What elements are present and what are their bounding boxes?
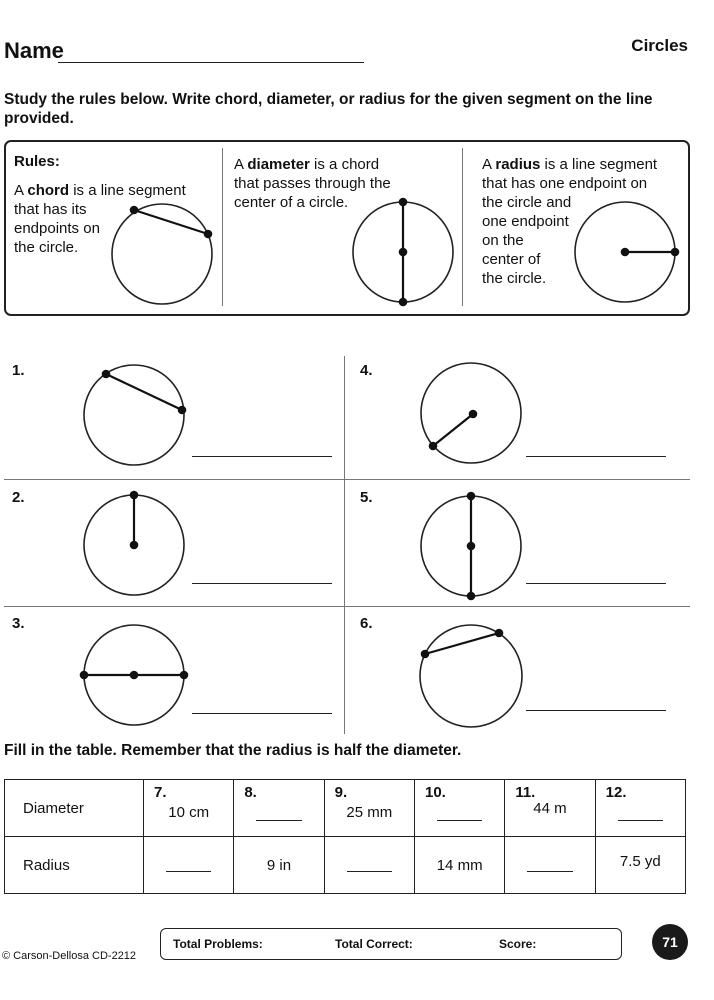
cell-10-radius-value: 14 mm [436, 857, 483, 874]
problem-2-center [130, 541, 139, 550]
problem-5-center [467, 542, 476, 551]
problem-4-segment [433, 414, 473, 446]
rule-chord-endpoint-2 [204, 230, 213, 239]
cell-10-radius [414, 837, 504, 894]
problem-1-endpoint-1 [102, 370, 111, 379]
problem-4-endpoint [429, 442, 438, 451]
problem-3-number: 3. [12, 615, 25, 632]
col-12-number: 12. [605, 784, 627, 801]
problem-3-endpoint-2 [180, 671, 189, 680]
problem-6-endpoint-1 [421, 650, 430, 659]
rule-radius-term: radius [495, 156, 541, 173]
row-label-diameter: Diameter [5, 780, 144, 837]
rule-diameter-endpoint-2 [399, 298, 408, 307]
total-correct-label: Total Correct: [335, 937, 413, 951]
col-11-number: 11. [515, 784, 536, 801]
table-instructions: Fill in the table. Remember that the radius is half the diameter. [4, 742, 462, 759]
problem-5-endpoint-2 [467, 592, 476, 601]
page-topic: Circles [631, 36, 688, 55]
problem-1-circle [84, 365, 184, 465]
instructions: Study the rules below. Write chord, diameter, or radius for the given segment on the line provided. [4, 91, 653, 127]
problem-2-endpoint [130, 491, 139, 500]
score-label: Score: [499, 937, 537, 951]
cell-8-diameter[interactable] [234, 780, 324, 837]
rule-chord-segment [134, 210, 208, 234]
problem-6-segment [425, 633, 499, 654]
problem-5-number: 5. [360, 489, 373, 506]
score-box [160, 928, 622, 960]
rule-diameter-text: A diameter is a chord that passes through the center of a circle. [234, 156, 391, 211]
rule-radius-text: A radius is a line segment that has one endpoint on the circle and one endpoint on the center of the circle. [482, 156, 658, 287]
cell-8-diameter-blank [256, 820, 301, 821]
rule-radius-center [621, 248, 630, 257]
col-8-number: 8. [244, 784, 257, 801]
cell-9-radius[interactable] [324, 837, 414, 894]
cell-12-radius [595, 837, 685, 894]
cell-12-diameter-blank [618, 820, 663, 821]
cell-7-radius-blank [166, 871, 211, 872]
cell-9-radius-blank [347, 871, 392, 872]
problem-4-center [469, 410, 478, 419]
rule-radius-endpoint [671, 248, 680, 257]
col-10-number: 10. [424, 784, 446, 801]
rule-chord-endpoint-1 [130, 206, 139, 215]
name-label: Name [4, 38, 64, 63]
problem-6-number: 6. [360, 615, 373, 632]
cell-7-diameter [144, 780, 234, 837]
cell-11-diameter [505, 780, 595, 837]
rule-diameter-term: diameter [247, 156, 310, 173]
cell-11-radius[interactable] [505, 837, 595, 894]
cell-10-diameter[interactable] [414, 780, 504, 837]
table-row-diameter [5, 780, 686, 837]
problem-4-number: 4. [360, 362, 373, 379]
problem-6-endpoint-2 [495, 629, 504, 638]
problem-2-number: 2. [12, 489, 25, 506]
cell-8-radius [234, 837, 324, 894]
problem-3-endpoint-1 [80, 671, 89, 680]
problem-1-segment [106, 374, 182, 410]
rule-chord-text: A chord is a line segment that has its endpoints on the circle. [14, 182, 186, 256]
problem-3-center [130, 671, 139, 680]
problem-5-endpoint-1 [467, 492, 476, 501]
table-row-radius [5, 837, 686, 894]
rule-diameter-endpoint-1 [399, 198, 408, 207]
problem-1-endpoint-2 [178, 406, 187, 415]
total-problems-label: Total Problems: [173, 937, 263, 951]
cell-11-radius-blank [527, 871, 572, 872]
rule-chord-term: chord [27, 182, 70, 199]
cell-10-diameter-blank [437, 820, 482, 821]
cell-9-diameter-value: 25 mm [346, 804, 393, 821]
page-number-badge: 71 [652, 924, 688, 960]
problem-1-number: 1. [12, 362, 25, 379]
rules-title: Rules: [14, 153, 60, 170]
diameter-radius-table [4, 779, 686, 894]
cell-12-diameter[interactable] [595, 780, 685, 837]
copyright: © Carson-Dellosa CD-2212 [2, 950, 137, 962]
cell-11-diameter-value: 44 m [533, 800, 567, 817]
cell-7-radius[interactable] [144, 837, 234, 894]
row-label-radius: Radius [5, 837, 144, 894]
cell-9-diameter [324, 780, 414, 837]
col-7-number: 7. [154, 784, 167, 801]
rule-diameter-center [399, 248, 408, 257]
cell-7-diameter-value: 10 cm [168, 804, 210, 821]
cell-8-radius-value: 9 in [266, 857, 292, 874]
cell-12-radius-value: 7.5 yd [619, 853, 661, 870]
col-9-number: 9. [334, 784, 348, 801]
